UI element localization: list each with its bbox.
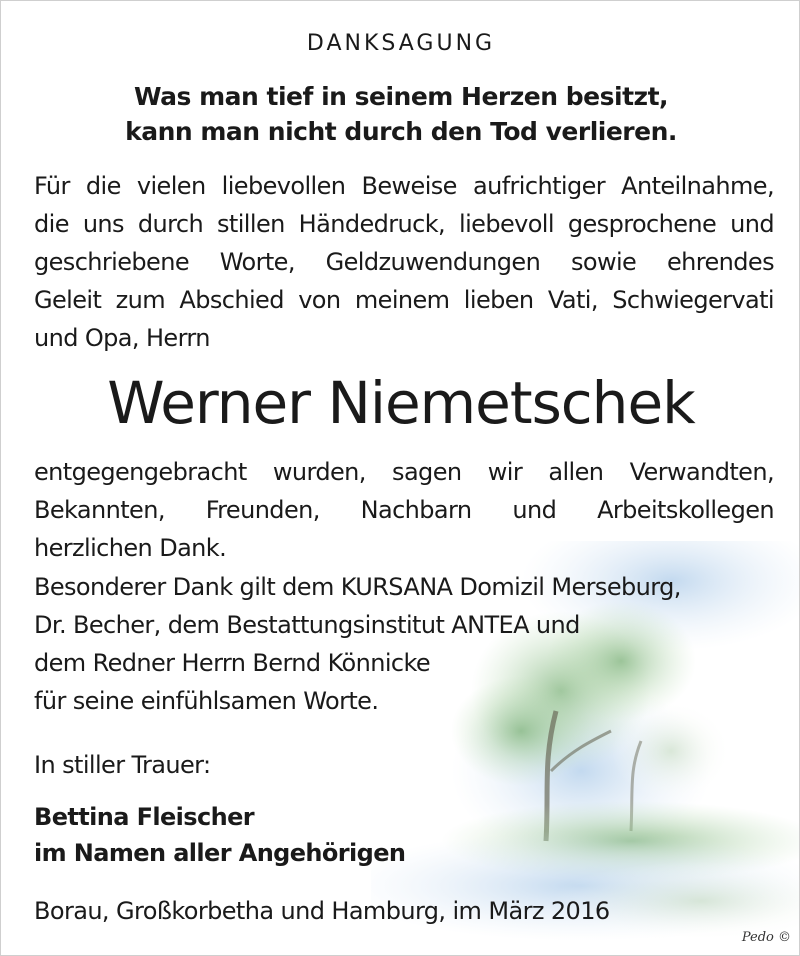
intro-paragraph	[34, 167, 774, 357]
special-line: dem Redner Herrn Bernd Könnicke	[34, 649, 431, 677]
intro-line: Geleit zum Abschied von meinem lieben Vati, Schwiegervati	[34, 286, 774, 314]
special-line: Besonderer Dank gilt dem KURSANA Domizil Merseburg,	[34, 573, 681, 601]
place-date: Borau, Großkorbetha und Hamburg, im März 2016	[34, 897, 610, 925]
intro-line: die uns durch stillen Händedruck, liebevoll gesprochene und	[34, 210, 774, 238]
special-line: für seine einfühlsamen Worte.	[34, 687, 379, 715]
motto-line: kann man nicht durch den Tod verlieren.	[125, 117, 677, 146]
signer-name: Bettina Fleischer	[34, 803, 255, 831]
deceased-name: Werner Niemetschek	[107, 369, 695, 437]
thanks-line: herzlichen Dank.	[34, 534, 227, 562]
signers	[34, 799, 405, 871]
intro-line: Für die vielen liebevollen Beweise aufrichtiger Anteilnahme,	[34, 172, 774, 200]
thanks-line: Bekannten, Freunden, Nachbarn und Arbeitskollegen	[34, 496, 774, 524]
motto-line: Was man tief in seinem Herzen besitzt,	[133, 82, 669, 111]
signer-note: im Namen aller Angehörigen	[34, 839, 406, 867]
heading: DANKSAGUNG	[306, 31, 496, 56]
motto	[1, 79, 800, 149]
intro-line: und Opa, Herrn	[34, 324, 210, 352]
special-line: Dr. Becher, dem Bestattungsinstitut ANTEA und	[34, 611, 580, 639]
thanks-line: entgegengebracht wurden, sagen wir allen Verwandten,	[34, 458, 774, 486]
mourning-label: In stiller Trauer:	[34, 751, 211, 779]
artist-credit: Pedo ©	[741, 930, 791, 945]
intro-line: geschriebene Worte, Geldzuwendungen sowie ehrendes	[34, 248, 774, 276]
special-thanks-paragraph	[34, 568, 774, 720]
thanks-paragraph	[34, 453, 774, 567]
